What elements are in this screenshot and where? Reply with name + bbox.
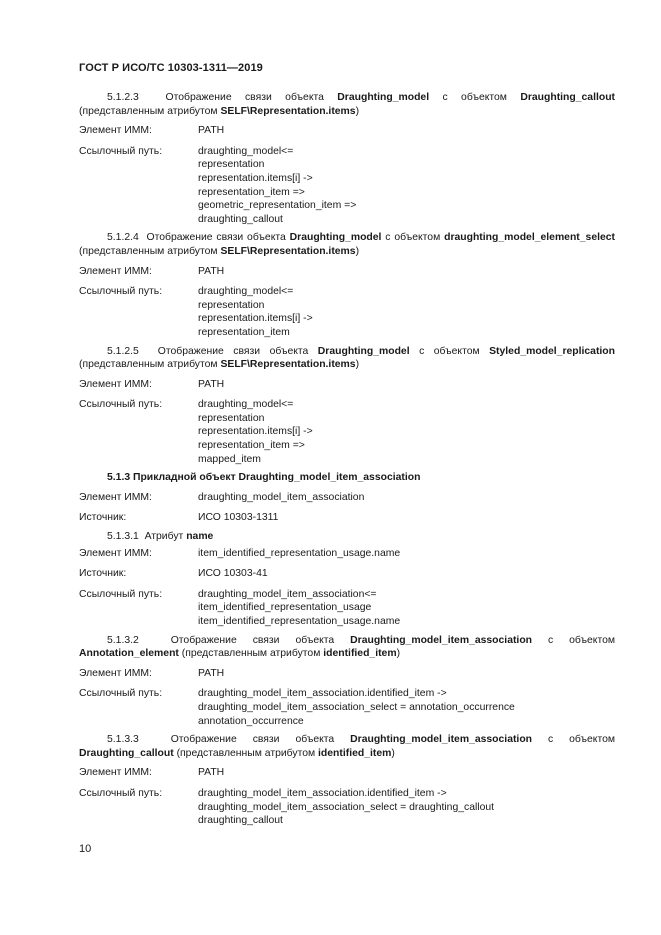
path-line: mapped_item [198,453,261,465]
element-row: Элемент ИММ: PATH [79,667,225,679]
element-row: Элемент ИММ: PATH [79,767,225,779]
path-line: draughting_model<= [198,286,294,298]
path-line: draughting_model_item_association_select = annotation_occurrence [198,701,515,713]
page-header: ГОСТ Р ИСО/ТС 10303-1311—2019 [79,62,263,74]
path-line: draughting_model_item_association<= [198,588,377,600]
path-line: representation.items[i] -> [198,172,313,184]
path-line: representation_item => [198,440,305,452]
path-line: representation [198,299,265,311]
reference-path-row: Ссылочный путь: draughting_model<= representation representation.items[i] -> representation_item => geometric_representation_item => draughting_callout [79,145,615,227]
attribute-heading-5-1-3-1: 5.1.3.1 Атрибут name [107,531,214,543]
path-line: representation.items[i] -> [198,313,313,325]
path-line: draughting_callout [198,815,283,827]
element-row: Элемент ИММ: draughting_model_item_association [79,491,365,503]
path-line: representation [198,412,265,424]
path-line: draughting_model_item_association_select = draughting_callout [198,801,495,813]
path-line: draughting_callout [198,213,283,225]
path-line: geometric_representation_item => [198,200,357,212]
path-line: annotation_occurrence [198,715,304,727]
mapping-heading-5-1-2-4: 5.1.2.4 Отображение связи объекта Draughting_model с объектом draughting_model_element_select (представленным атрибутом SELF\Representation.items) [79,232,616,257]
path-line: item_identified_representation_usage.name [198,616,401,627]
path-line: representation.items[i] -> [198,426,313,438]
path-line: item_identified_representation_usage [198,602,372,614]
reference-path-row: Ссылочный путь: draughting_model_item_association.identified_item -> draughting_model_item_association_select = draughting_callout draughting_callout [79,787,615,828]
page-number: 10 [79,843,92,855]
mapping-heading-5-1-2-5: 5.1.2.5 Отображение связи объекта Draughting_model с объектом Styled_model_replication (представленным атрибутом SELF\Representation.items) [79,345,616,371]
source-row: Источник: ИСО 10303-41 [79,568,268,580]
path-line: representation_item [198,326,290,338]
mapping-heading-5-1-3-2: 5.1.3.2 Отображение связи объекта Draughting_model_item_association с объектом Annotation_element (представленным атрибутом identified_item) [79,634,616,660]
path-line: draughting_model<= [198,399,294,411]
reference-path-row: Ссылочный путь: draughting_model_item_association<= item_identified_representation_usage item_identified_representation_usage.name [79,588,615,629]
element-row: Элемент ИММ: item_identified_representation_usage.name [79,547,401,559]
element-row: Элемент ИММ: PATH [79,125,225,137]
path-line: draughting_model<= [198,145,294,157]
element-row: Элемент ИММ: PATH [79,265,225,277]
mapping-heading-5-1-3-3: 5.1.3.3 Отображение связи объекта Draughting_model_item_association с объектом Draughting_callout (представленным атрибутом identified_item) [79,734,616,759]
reference-path-row: Ссылочный путь: draughting_model<= representation representation.items[i] -> representation_item [79,285,615,339]
path-line: draughting_model_item_association.identified_item -> [198,688,447,700]
mapping-heading-5-1-2-3: 5.1.2.3 Отображение связи объекта Draughting_model с объектом Draughting_callout (представленным атрибутом SELF\Representation.items) [79,92,616,117]
source-row: Источник: ИСО 10303-1311 [79,512,279,524]
path-line: representation_item => [198,186,305,198]
path-line: draughting_model_item_association.identified_item -> [198,787,447,799]
path-line: representation [198,159,265,171]
element-row: Элемент ИММ: PATH [79,378,225,390]
section-heading-5-1-3: 5.1.3 Прикладной объект Draughting_model_item_association [107,472,421,484]
reference-path-row: Ссылочный путь: draughting_model<= representation representation.items[i] -> representation_item => mapped_item [79,398,615,466]
document-content [79,91,615,828]
reference-path-row: Ссылочный путь: draughting_model_item_association.identified_item -> draughting_model_item_association_select = annotation_occurrence annotation_occurrence [79,687,615,728]
